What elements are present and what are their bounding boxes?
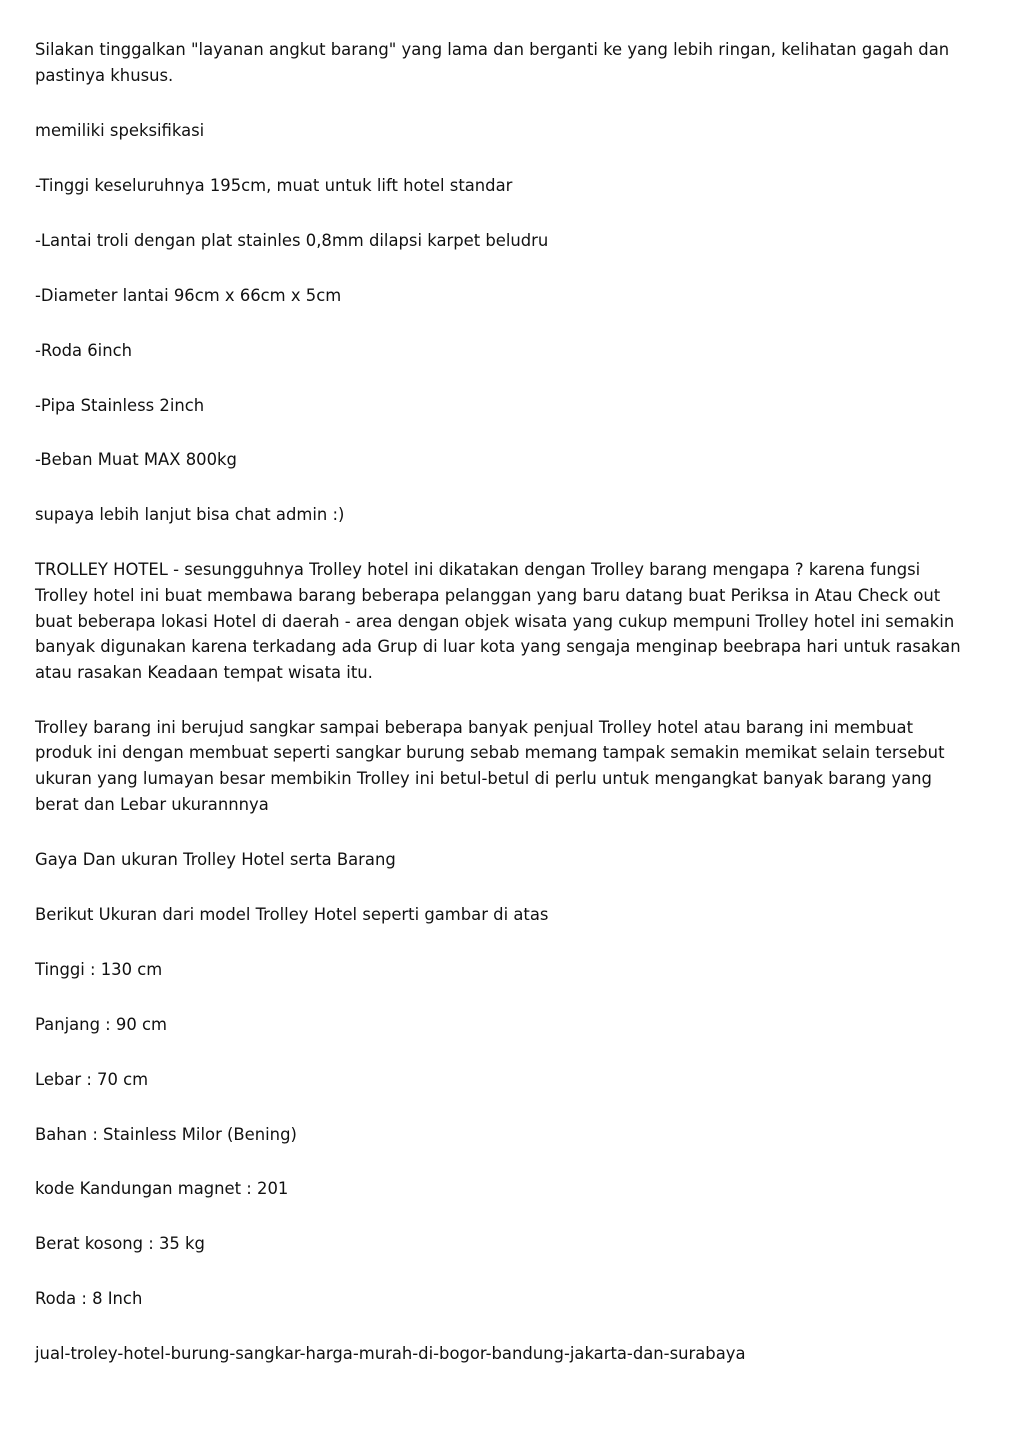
spec-item-wheel: -Roda 6inch [35,340,133,360]
trolley-hotel-description: TROLLEY HOTEL - sesungguhnya Trolley hotel ini dikatakan dengan Trolley barang mengapa ? karena fungsi Trolley hotel ini buat membawa barang beberapa pelanggan yang baru datang buat Periksa in Atau Check out buat beberapa lokasi Hotel di daerah - area dengan objek wisata yang cukup mempuni Trolley hotel ini semakin banyak digunakan karena terkadang ada Grup di luar kota yang sengaja menginap beebrapa hari untuk rasakan atau rasakan Keadaan tempat wisata itu. [35,560,961,682]
size-height: Tinggi : 130 cm [35,959,163,979]
intro-paragraph: Silakan tinggalkan "layanan angkut barang" yang lama dan berganti ke yang lebih ringan, kelihatan gagah dan pastinya khusus. [35,40,950,85]
size-intro: Berikut Ukuran dari model Trolley Hotel seperti gambar di atas [35,904,549,924]
size-magnet-code: kode Kandungan magnet : 201 [35,1179,289,1199]
size-wheel: Roda : 8 Inch [35,1289,143,1309]
spec-item-floor-plate: -Lantai troli dengan plat stainles 0,8mm dilapsi karpet beludru [35,230,549,250]
size-width: Lebar : 70 cm [35,1069,149,1089]
size-material: Bahan : Stainless Milor (Bening) [35,1124,297,1144]
trolley-barang-description: Trolley barang ini berujud sangkar sampai beberapa banyak penjual Trolley hotel atau barang ini membuat produk ini dengan membuat seperti sangkar burung sebab memang tampak semakin memikat selain tersebut ukuran yang lumayan besar membikin Trolley ini betul-betul di perlu untuk mengangkat banyak barang yang berat dan Lebar ukurannnya [35,717,945,814]
style-size-heading: Gaya Dan ukuran Trolley Hotel serta Barang [35,849,396,869]
contact-note: supaya lebih lanjut bisa chat admin :) [35,505,345,525]
spec-item-floor-diameter: -Diameter lantai 96cm x 66cm x 5cm [35,285,342,305]
spec-item-pipe: -Pipa Stainless 2inch [35,395,205,415]
size-length: Panjang : 90 cm [35,1014,167,1034]
size-empty-weight: Berat kosong : 35 kg [35,1234,205,1254]
spec-item-load: -Beban Muat MAX 800kg [35,450,237,470]
spec-item-height: -Tinggi keseluruhnya 195cm, muat untuk lift hotel standar [35,175,513,195]
page-slug: jual-troley-hotel-burung-sangkar-harga-murah-di-bogor-bandung-jakarta-dan-surabaya [35,1344,746,1364]
spec-heading: memiliki speksifikasi [35,120,205,140]
